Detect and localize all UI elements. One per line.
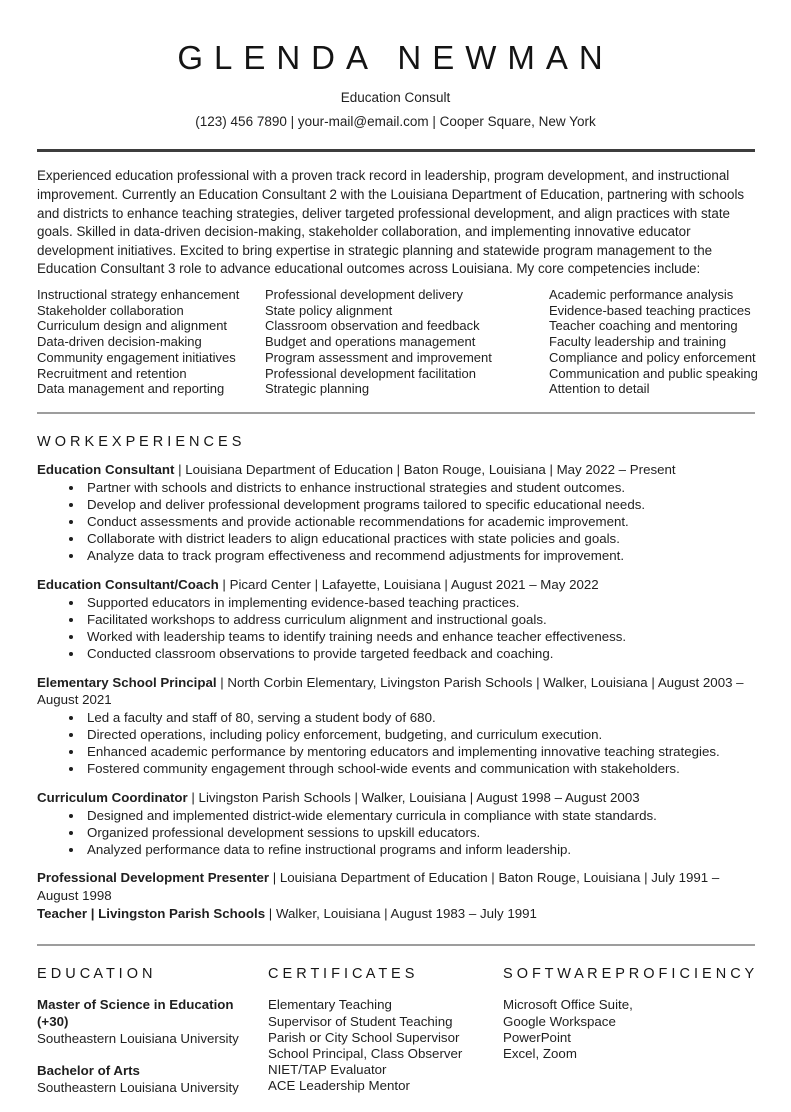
software-item: PowerPoint xyxy=(503,1029,571,1045)
job-bullet: • Partner with schools and districts to enhance instructional strategies and student outcomes. xyxy=(84,480,755,497)
certificate-item: Parish or City School Supervisor xyxy=(268,1029,460,1045)
competency-item: Budget and operations management xyxy=(265,334,476,350)
certificate-item: NIET/TAP Evaluator xyxy=(268,1062,387,1078)
job-bullet-list xyxy=(37,480,755,564)
competency-column-1 xyxy=(37,287,265,397)
education-body xyxy=(37,997,268,1096)
job-header xyxy=(37,674,755,709)
competency-item: Strategic planning xyxy=(265,381,370,397)
school-name: Southeastern Louisiana University xyxy=(37,1030,239,1046)
extra-role-line xyxy=(37,905,755,922)
competency-item: Professional development delivery xyxy=(265,287,463,303)
competency-column-2 xyxy=(265,287,549,397)
job-bullet: • Develop and deliver professional development programs tailored to specific educational needs. xyxy=(84,497,755,514)
job-bullet: • Analyze data to track program effectiveness and recommend adjustments for improvement. xyxy=(84,548,755,565)
competency-columns xyxy=(37,287,758,397)
education-column xyxy=(37,946,268,1112)
job-bullet: • Led a faculty and staff of 80, serving a student body of 680. xyxy=(84,710,755,727)
job-entry xyxy=(37,789,755,859)
competency-item: Data management and reporting xyxy=(37,381,225,397)
certificate-item: Elementary Teaching xyxy=(268,997,392,1013)
job-bullet-list xyxy=(37,710,755,778)
competency-item: Communication and public speaking xyxy=(549,365,758,381)
competency-item: Teacher coaching and mentoring xyxy=(549,318,738,334)
competency-item: Attention to detail xyxy=(549,381,650,397)
job-details: | Picard Center | Lafayette, Louisiana | August 2021 – May 2022 xyxy=(218,576,599,592)
competency-item: Classroom observation and feedback xyxy=(265,318,480,334)
certificate-item: Supervisor of Student Teaching xyxy=(268,1013,453,1029)
competency-column-3 xyxy=(549,287,758,397)
work-section-divider xyxy=(37,412,755,414)
job-entry xyxy=(37,674,755,778)
job-title: Education Consultant xyxy=(37,462,175,478)
extra-role-line xyxy=(37,869,755,904)
education-item xyxy=(37,1063,268,1096)
certificates-heading: C E R T I F I C A T E S xyxy=(268,966,415,983)
software-item: Microsoft Office Suite, xyxy=(503,997,633,1013)
job-entry xyxy=(37,461,755,565)
job-details: | Livingston Parish Schools | Walker, Louisiana | August 1998 – August 2003 xyxy=(187,789,640,805)
certificate-item: School Principal, Class Observer xyxy=(268,1045,463,1061)
certificate-item: ACE Leadership Mentor xyxy=(268,1078,410,1094)
certificates-column xyxy=(268,946,503,1112)
job-details: | North Corbin Elementary, Livingston Parish Schools | Walker, Louisiana | August 2003 – August 2021 xyxy=(37,674,744,707)
header-divider xyxy=(37,149,755,152)
job-title: Curriculum Coordinator xyxy=(37,789,188,805)
job-bullet-list xyxy=(37,808,755,859)
candidate-name: GLENDA NEWMAN xyxy=(177,39,614,76)
job-title: Professional Development Presenter xyxy=(37,870,270,886)
job-bullet: • Analyzed performance data to refine instructional programs and inform leadership. xyxy=(84,842,755,859)
software-proficiency-heading: S O F T W A R E P R O F I C I E N C Y xyxy=(503,966,755,983)
job-title: Teacher | Livingston Parish Schools xyxy=(37,906,266,922)
job-entry xyxy=(37,576,755,663)
bottom-columns xyxy=(37,946,755,1112)
competency-item: Instructional strategy enhancement xyxy=(37,287,240,303)
job-header xyxy=(37,576,755,593)
job-title: Education Consultant/Coach xyxy=(37,576,219,592)
job-title: Elementary School Principal xyxy=(37,674,217,690)
job-bullet: • Conduct assessments and provide actionable recommendations for academic improvement. xyxy=(84,514,755,531)
competency-item: Professional development facilitation xyxy=(265,365,477,381)
contact-line: (123) 456 7890 | your-mail@email.com | Cooper Square, New York xyxy=(195,114,596,130)
job-bullet: • Designed and implemented district-wide elementary curricula in compliance with state standards. xyxy=(84,808,755,825)
job-details: | Louisiana Department of Education | Baton Rouge, Louisiana | July 1991 – August 1998 xyxy=(37,870,720,903)
software-column xyxy=(503,946,755,1112)
degree-name: Master of Science in Education (+30) xyxy=(37,997,234,1029)
competency-item: Community engagement initiatives xyxy=(37,349,236,365)
job-bullet: • Directed operations, including policy enforcement, budgeting, and curriculum execution. xyxy=(84,727,755,744)
competency-item: Compliance and policy enforcement xyxy=(549,349,756,365)
competency-item: Recruitment and retention xyxy=(37,365,187,381)
competency-item: Data-driven decision-making xyxy=(37,334,202,350)
job-bullet: • Enhanced academic performance by mentoring educators and implementing innovative teaching strategies. xyxy=(84,744,755,761)
job-bullet: • Worked with leadership teams to identify training needs and enhance teacher effectiveness. xyxy=(84,629,755,646)
education-item xyxy=(37,997,268,1047)
software-item: Excel, Zoom xyxy=(503,1045,577,1061)
job-bullet: • Collaborate with district leaders to align educational practices with state policies and goals. xyxy=(84,531,755,548)
competency-item: Program assessment and improvement xyxy=(265,349,492,365)
job-bullet: • Facilitated workshops to address curriculum alignment and instructional goals. xyxy=(84,612,755,629)
work-experiences-heading: W O R K E X P E R I E N C E S xyxy=(37,434,242,451)
competency-item: Evidence-based teaching practices xyxy=(549,302,751,318)
competency-item: Academic performance analysis xyxy=(549,287,734,303)
summary-paragraph: Experienced education professional with a proven track record in leadership, program development, and instructional improvement. Currently an Education Consultant 2 with the Louisiana Department of Education, partnering with schools and districts to enhance teaching strategies, deliver targeted professional development, and align practices with state goals. Skilled in data-driven decision-making, stakeholder collaboration, and implementing innovative educator development initiatives. Excited to bring expertise in strategic planning and statewide program management to the Education Consultant 3 role to advance educational outcomes across Louisiana. My core competencies include: xyxy=(37,168,745,277)
competency-item: Curriculum design and alignment xyxy=(37,318,228,334)
software-item: Google Workspace xyxy=(503,1013,616,1029)
job-header xyxy=(37,789,755,806)
education-heading: E D U C A T I O N xyxy=(37,966,153,983)
job-header xyxy=(37,461,755,478)
certificates-body xyxy=(268,997,503,1094)
competency-item: State policy alignment xyxy=(265,302,393,318)
degree-name: Bachelor of Arts xyxy=(37,1063,140,1079)
job-bullet: • Fostered community engagement through school-wide events and communication with stakeholders. xyxy=(84,761,755,778)
candidate-title: Education Consult xyxy=(340,90,451,106)
competency-item: Faculty leadership and training xyxy=(549,334,727,350)
job-bullet: • Organized professional development sessions to upskill educators. xyxy=(84,825,755,842)
job-bullet-list xyxy=(37,595,755,663)
school-name: Southeastern Louisiana University xyxy=(37,1079,239,1095)
software-body xyxy=(503,997,755,1062)
competency-item: Stakeholder collaboration xyxy=(37,302,184,318)
job-bullet: • Conducted classroom observations to provide targeted feedback and coaching. xyxy=(84,646,755,663)
job-bullet: • Supported educators in implementing evidence-based teaching practices. xyxy=(84,595,755,612)
job-details: | Walker, Louisiana | August 1983 – July 1991 xyxy=(265,906,537,922)
work-experiences-section xyxy=(37,461,755,922)
job-details: | Louisiana Department of Education | Baton Rouge, Louisiana | May 2022 – Present xyxy=(174,462,676,478)
